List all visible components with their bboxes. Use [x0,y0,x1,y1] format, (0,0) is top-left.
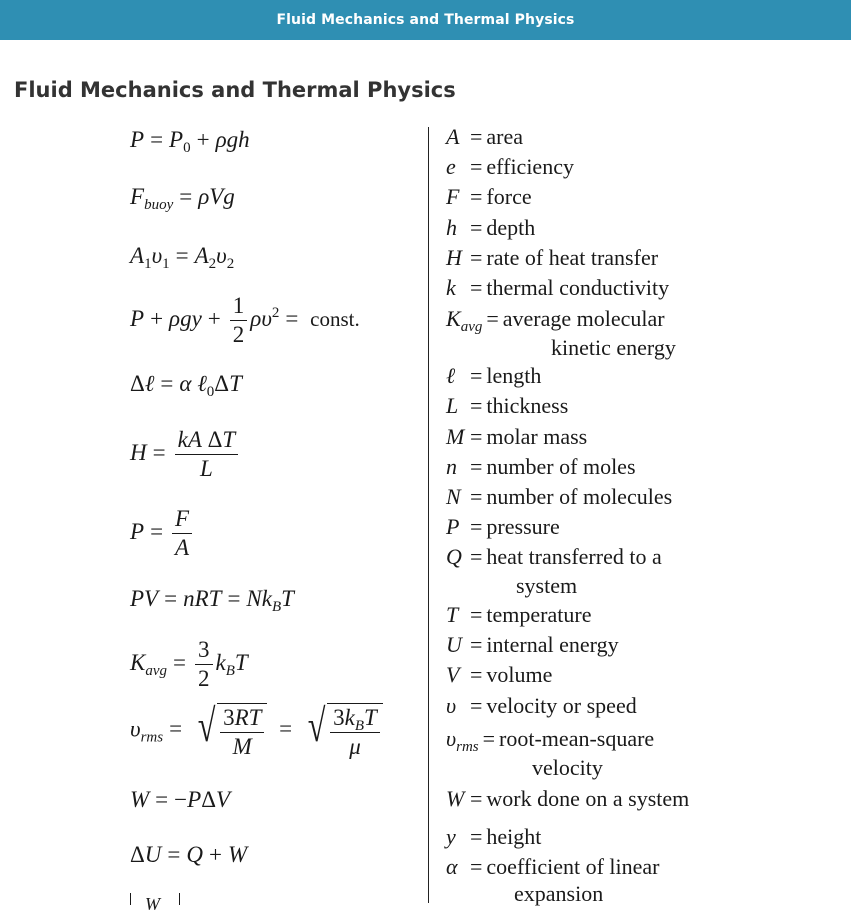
top-bar-title: Fluid Mechanics and Thermal Physics [276,12,575,28]
legend-item-heat-transferred: Q = heat transferred to a system [446,544,662,598]
equation-first-law: ΔU = Q + W [130,842,248,867]
legend-item-depth: h = depth [446,215,536,240]
equation-average-kinetic-energy: $K_{avg}$ = $\frac{3}{2}$ $k_BT$ [130,637,248,692]
equation-pressure-definition: P = $\frac{F}{A}$ [130,507,195,560]
equation-thermal-expansion: Δℓ = α ℓ$_0$ΔT [130,371,242,400]
legend-item-thermal-conductivity: k = thermal conductivity [446,275,670,300]
legend-item-molecules: N = number of molecules [446,484,673,509]
equation-rms-velocity: $\upsilon_{rms}$ = √ $\frac{3RT}{M}$ = √ $\frac{3k_BT}{\mu}$ [130,703,383,759]
legend-item-moles: n = number of moles [446,454,636,479]
equation-ideal-gas: PV = nRT = $Nk_BT$ [130,586,294,615]
equation-continuity: $A_1\upsilon_1 = A_2\upsilon_2$ [130,243,235,272]
legend-item-temperature: T = temperature [446,602,592,627]
legend-item-internal-energy: U = internal energy [446,632,619,657]
constant-label: const. [310,306,360,331]
legend-item-rms-velocity: $\upsilon_{rms}$ = root-mean-square velocity [446,726,655,780]
legend-item-thickness: L = thickness [446,393,569,418]
legend-item-work: W = work done on a system [446,786,690,811]
legend-item-area: A = area [446,124,524,149]
legend-item-pressure: P = pressure [446,514,560,539]
legend-item-efficiency: e = efficiency [446,154,574,179]
legend-item-length: ℓ = length [446,363,542,388]
legend-item-force: F = force [446,184,532,209]
legend-item-heat-transfer-rate: H = rate of heat transfer [446,245,659,270]
equation-bernoulli: P + ρgy + $\frac{1}{2}$ $\rho\upsilon^2$ = const. [130,293,360,348]
equation-heat-conduction: H = $\frac{\text{kA ΔT}}{L}$ [130,428,241,481]
legend-item-height: y = height [446,824,542,849]
legend-item-average-kinetic-energy: $K_{avg}$ = average molecular kinetic energy [446,306,676,360]
legend-item-volume: V = volume [446,662,553,687]
equation-pressure-depth: $P = P_0 + \rho gh$ [130,127,250,156]
legend-item-velocity: υ = velocity or speed [446,693,637,718]
legend-item-linear-expansion: α = coefficient of linear expansion [446,854,660,906]
legend-item-molar-mass: M = molar mass [446,424,588,449]
equation-efficiency-partial: W [130,893,180,916]
equation-work: W = −PΔV [130,787,231,812]
column-divider [428,127,429,903]
page-title: Fluid Mechanics and Thermal Physics [14,78,456,102]
top-bar [0,0,851,40]
equation-buoyant-force: $F_{buoy} = \rho Vg$ [130,184,235,213]
